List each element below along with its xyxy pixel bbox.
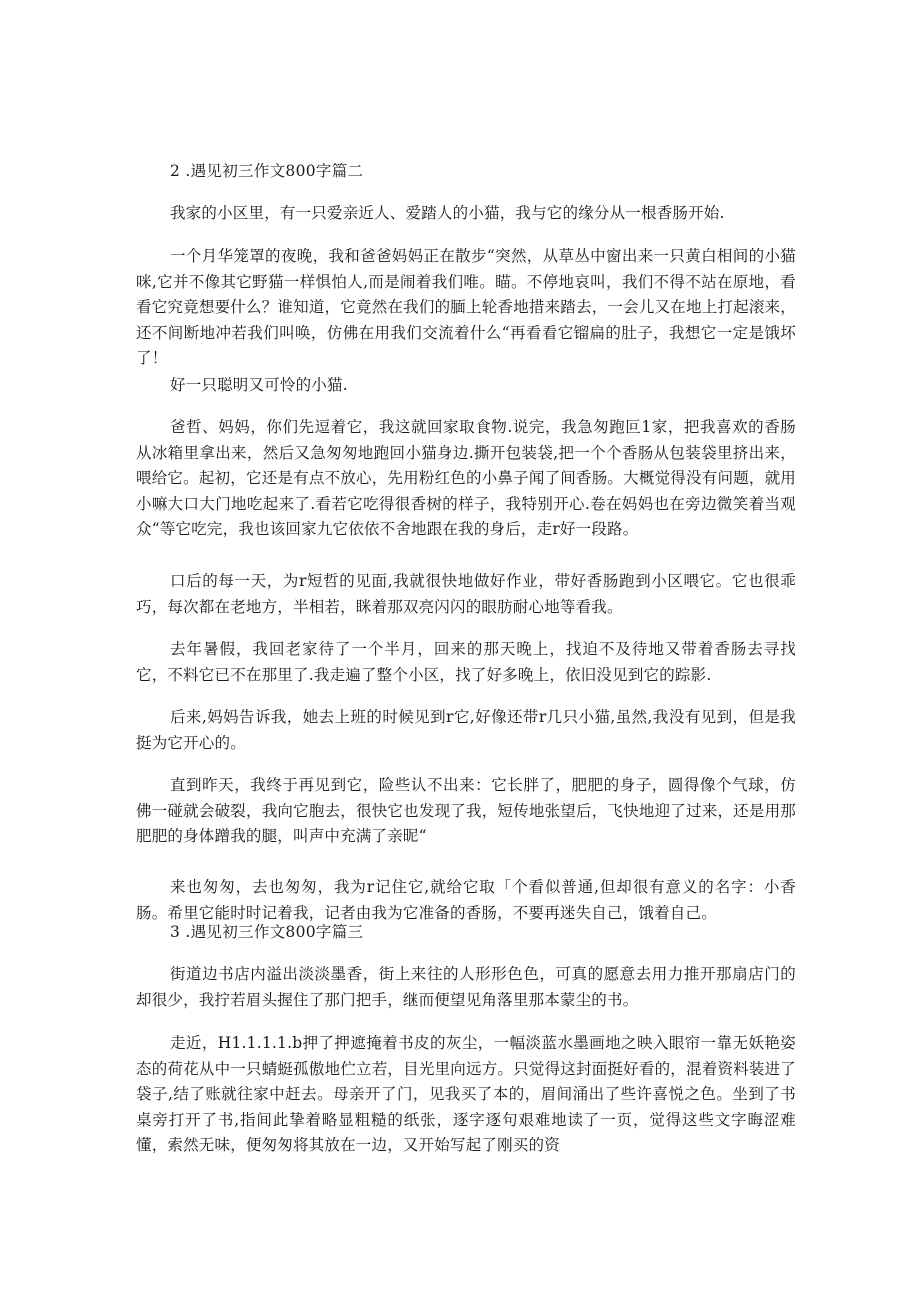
paragraph-2: 一个月华笼罩的夜晚，我和爸爸妈妈正在散步“突然，从草丛中窗出来一只黄白相间的小猫咪,它并不像其它野猫一样惧怕人,而是闹着我们唯。瞄。不停地哀叫，我们不得不站在原地，看看它究竟想要什么？谁知道，它竟然在我们的腼上轮香地措来踏去，一会儿又在地上打起滚来，还不间断地冲若我们叫唤，仿佛在用我们交流着什么“再看看它镏扁的肚子，我想它一定是饿坏了！ (136, 247, 796, 367)
paragraph-8: 直到昨天，我终于再见到它，险些认不出来：它长胖了，肥肥的身子，圆得像个气球，仿佛一碰就会破裂，我向它胞去，很快它也发现了我，短传地张望后，飞快地迎了过来，还是用那肥肥的身体蹭我的腿，叫声中充满了亲昵“ (136, 776, 796, 845)
paragraph-4: 爸哲、妈妈，你们先逗着它，我这就回家取食物.说完，我急匆跑叵1家，把我喜欢的香肠从冰箱里拿出来，然后又急匆匆地跑回小猫身边.撕开包装袋,把一个个香肠从包装袋里挤出来，喂给它。起初，它还是有点不放心，先用粉红色的小鼻子闻了间香肠。大概觉得没有问题，就用小嘛大口大门地吃起来了.看若它吃得很香树的样子，我特别开心.卷在妈妈也在旁边微笑着当观众“等它吃完，我也该回家九它依依不舍地跟在我的身后，走r好一段路。 (136, 418, 796, 538)
paragraph-9: 来也匆匆，去也匆匆，我为r记住它,就给它取「个看似普通,但却很有意义的名字：小香肠。希里它能时时记着我，记者由我为它准备的香肠，不要再迷失自己，饿着自己。 (136, 878, 796, 922)
section-heading-3: 3 .遇见初三作文800字篇三 (170, 923, 364, 941)
section-heading-2: 2 .遇见初三作文800字篇二 (170, 162, 364, 180)
paragraph-6: 去年暑假，我回老家待了一个半月，回来的那天晚上，找迫不及待地又带着香肠去寻找它，不料它已不在那里了.我走遍了整个小区，找了好多晚上，依旧没见到它的踪影. (136, 640, 796, 684)
paragraph-5: 口后的每一天，为r短哲的见面,我就很快地做好作业，带好香肠跑到小区喂它。它也很乖巧，每次都在老地方，半相若，眯着那双亮闪闪的眼肪耐心地等看我。 (136, 572, 796, 616)
paragraph-3: 好一只聪明又可怜的小猫. (170, 376, 348, 394)
paragraph-11: 走近，H1.1.1.1.b押了押遮掩着书皮的灰尘，一幅淡蓝水墨画地之映入眼帘一靠无妖艳姿态的荷花从中一只蜻蜓孤傲地伫立若，目光里向远方。只觉得这封面挺好看的，混着资料装进了袋子,结了账就往家中赶去。母亲开了门，见我买了本的，眉间涌出了些许喜悦之色。坐到了书桌旁打开了书,指间此挚着略显粗糙的纸张，逐字逐句艰难地读了一页，觉得这些文字晦涩难懂，索然无味，便匆匆将其放在一边，又开始写起了刚买的资 (136, 1034, 796, 1154)
paragraph-1: 我家的小区里，有一只爱亲近人、爱踏人的小猫，我与它的缘分从一根香肠开始. (170, 204, 725, 222)
paragraph-10: 街道边书店内溢出淡淡墨香，街上来往的人形形色色，可真的愿意去用力推开那扇店门的却很少，我拧若眉头握住了那门把手，继而便望见角落里那本蒙尘的书。 (136, 965, 796, 1009)
paragraph-7: 后来,妈妈告诉我，她去上班的时候见到r它,好像还带r几只小猫,虽然,我没有见到，但是我挺为它开心的。 (136, 708, 796, 752)
